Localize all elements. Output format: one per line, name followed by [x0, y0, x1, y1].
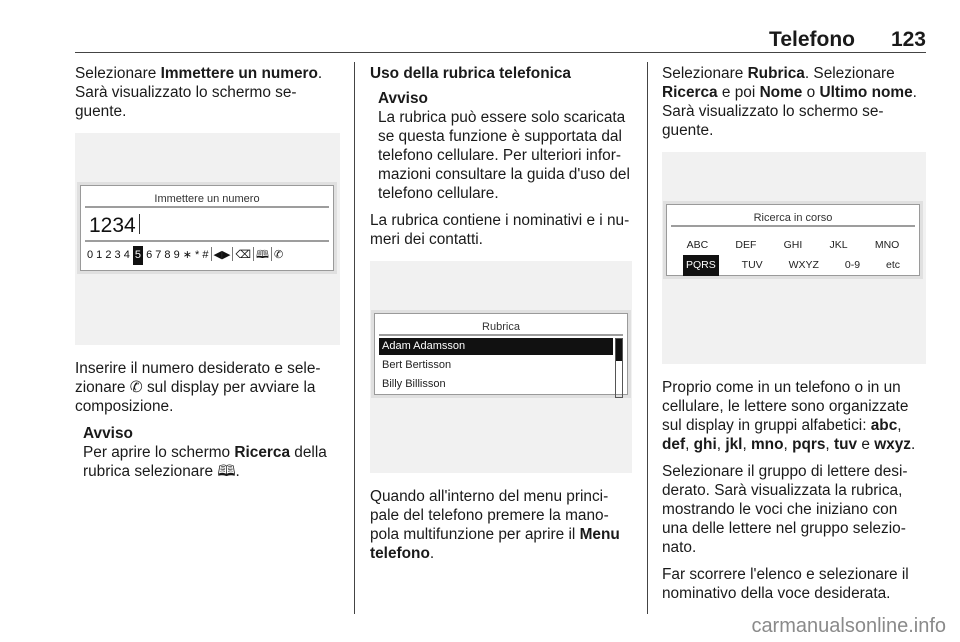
screen-phonebook [370, 261, 632, 473]
book-icon: 🕮 [256, 249, 269, 261]
letter-group-key[interactable]: PQRS [683, 255, 719, 276]
display-title: Ricerca in corso [753, 212, 833, 224]
note-box: Avviso Per aprire lo schermo Ricerca della rubrica selezionare 🕮. [83, 424, 340, 481]
letter-group-key[interactable]: etc [886, 259, 901, 271]
contact-item[interactable]: Bert Bertisson [382, 359, 452, 371]
paragraph: Inserire il numero desiderato e selezionare ✆ sul display per avviare la composizione. [75, 360, 321, 415]
letter-group-key[interactable]: DEF [735, 239, 757, 251]
section-heading: Uso della rubrica telefonica [370, 65, 571, 82]
note-title: Avviso [83, 425, 133, 442]
letter-group-key[interactable]: ABC [686, 239, 709, 251]
letter-group-key[interactable]: JKL [829, 239, 848, 251]
delete-icon: ⌫ [235, 249, 251, 261]
paragraph: Selezionare Immettere un numero. Sarà visualizzato lo schermo seguente. [75, 65, 323, 120]
scrollbar[interactable] [615, 338, 623, 398]
display-panel [666, 204, 920, 276]
paragraph: Far scorrere l'elenco e selezionare il nominativo della voce desiderata. [662, 566, 909, 602]
paragraph: Quando all'interno del menu principale del telefono premere la manopola multifunzione per aprire il Menu telefono. [370, 488, 620, 562]
display-panel [80, 185, 334, 271]
column-divider [354, 62, 355, 614]
note-title: Avviso [378, 90, 428, 107]
letter-group-key[interactable]: WXYZ [788, 259, 819, 271]
paragraph: Selezionare Rubrica. Selezionare Ricerca e poi Nome o Ultimo nome. Sarà visualizzato lo schermo seguente. [662, 65, 917, 139]
column-2 [370, 64, 632, 571]
page-number: 123 [890, 28, 926, 51]
book-icon: 🕮 [217, 463, 236, 480]
screen-search [662, 152, 926, 364]
column-3 [662, 64, 926, 611]
contact-item[interactable]: Billy Billisson [382, 378, 446, 390]
column-1 [75, 64, 340, 489]
phone-icon: ✆ [273, 249, 284, 261]
column-divider [647, 62, 648, 614]
display-panel [374, 313, 628, 395]
letter-group-key[interactable]: MNO [874, 239, 900, 251]
contact-item[interactable]: Adam Adamsson [379, 338, 613, 355]
selected-digit-key: 5 [133, 246, 143, 265]
phone-icon: ✆ [129, 379, 143, 396]
number-field: 1234 [89, 214, 140, 235]
letter-group-key[interactable]: TUV [741, 259, 763, 271]
digit-keypad: 0 1 2 3 4 5 6 7 8 9 ∗ * # ◀▶ ⌫ 🕮 ✆ [87, 246, 283, 265]
paragraph: Proprio come in un telefono o in un cellulare, le lettere sono organizzate sul display in gruppi alfabetici: abc, def, ghi, jkl, mno, pqrs, tuv e wxyz. [662, 379, 916, 453]
display-title: Rubrica [482, 321, 520, 333]
display-title: Immettere un numero [154, 193, 260, 205]
header-rule [75, 52, 926, 53]
letter-group-key[interactable]: 0-9 [844, 259, 861, 271]
page-header [0, 0, 960, 52]
arrow-keys-icon: ◀▶ [213, 249, 231, 261]
letter-group-row [673, 235, 913, 256]
letter-group-key[interactable]: GHI [783, 239, 803, 251]
screen-enter-number [75, 133, 340, 345]
page-title: Telefono [769, 28, 855, 51]
paragraph: Selezionare il gruppo di lettere desiderato. Sarà visualizzata la rubrica, mostrando le voci che iniziano con una delle lettere nel gruppo selezionato. [662, 463, 908, 556]
note-box: Avviso La rubrica può essere solo scaricata se questa funzione è supportata dal telefono cellulare. Per ulteriori informazioni consultare la guida d'uso del telefono cellulare. [378, 89, 632, 203]
paragraph: La rubrica contiene i nominativi e i numeri dei contatti. [370, 212, 630, 248]
letter-group-row [673, 255, 913, 276]
watermark: carmanualsonline.info [751, 615, 946, 637]
